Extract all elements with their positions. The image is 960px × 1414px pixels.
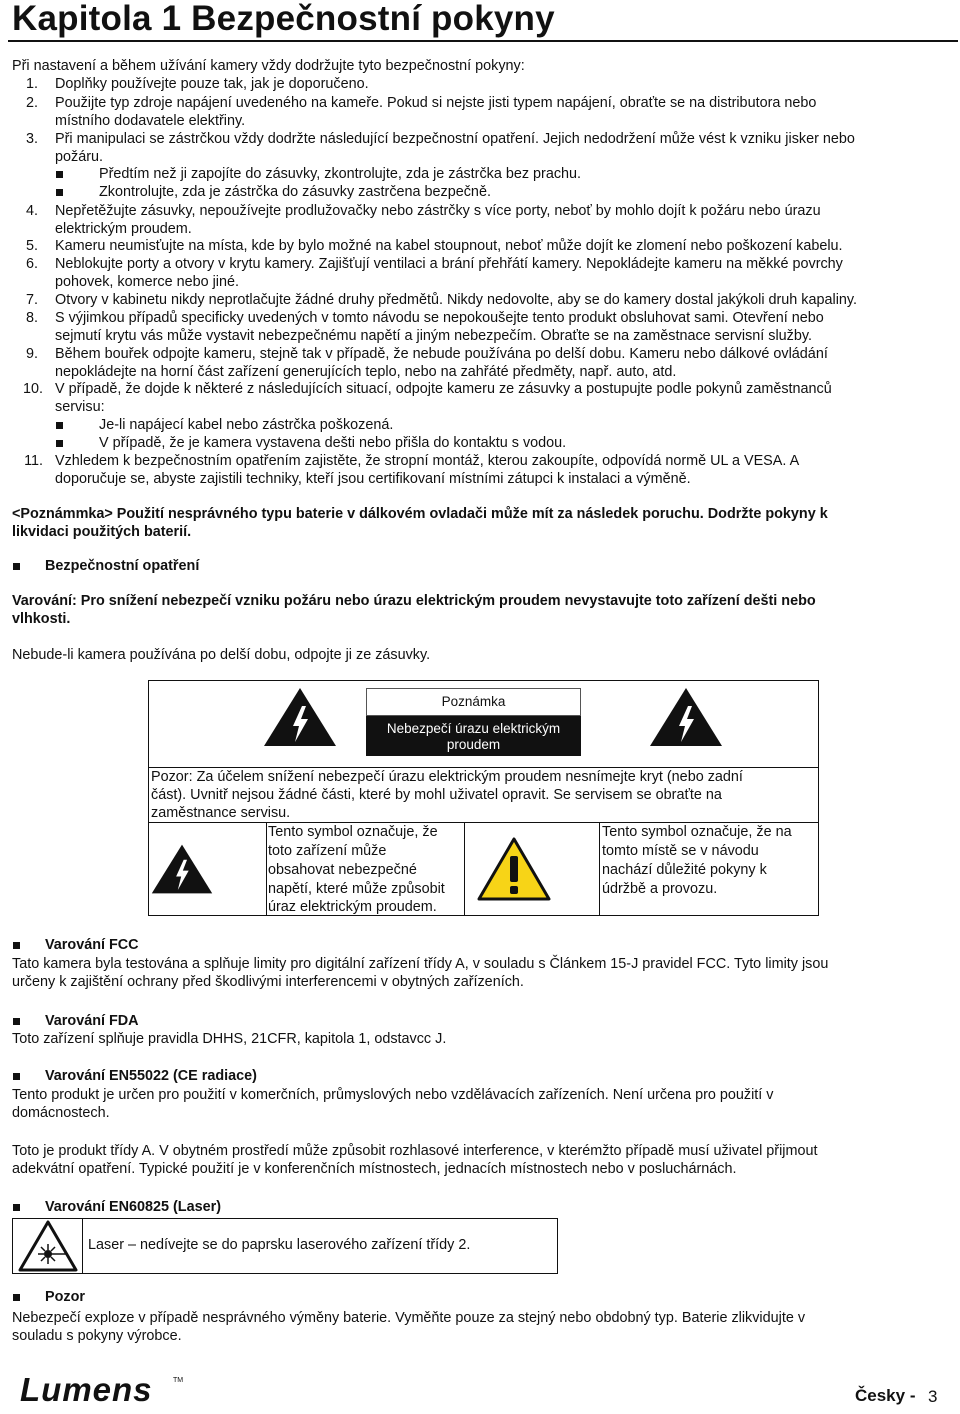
electric-shock-warning-icon — [150, 843, 214, 895]
list-item-text: nepokládejte na horní část zařízení generujících teplo, nebo na zahřáté předměty, např. auto, atd. — [55, 364, 677, 380]
list-item-text: Použijte typ zdroje napájení uvedeného na kameře. Pokud si nejste jisti typem napájení, obraťte se na distributora nebo — [55, 95, 817, 111]
list-item-text: S výjimkou případů specificky uvedených v tomto návodu se nepokoušejte tento produkt obsluhovat sami. Otevření nebo — [55, 310, 824, 326]
caution-text: část). Uvnitř nejsou žádné části, které by mohl uživatel opravit. Se servisem se obraťte na — [151, 787, 722, 803]
list-item-text: Kameru neumisťujte na místa, kde by bylo možné na kabel stoupnout, neboť může dojít ke zlomení nebo poškození kabelu. — [55, 238, 843, 254]
list-item-text: požáru. — [55, 149, 103, 165]
bullet-square-icon — [56, 440, 63, 447]
notice-label: Poznámka — [441, 694, 506, 709]
bullet-square-icon — [13, 942, 20, 949]
list-item-text: V případě, že dojde k některé z následujících situací, odpojte kameru ze zásuvky a postupujte podle pokynů zaměstnanců — [55, 381, 832, 397]
en55022-text: domácnostech. — [12, 1105, 110, 1121]
warning-text: Varování: Pro snížení nebezpečí vzniku požáru nebo úrazu elektrickým proudem nevystavujte toto zařízení dešti nebo — [12, 593, 816, 609]
list-item-text: doporučuje se, abyste zajistili techniky, kteří jsou certifikovaní místními zátupci k instalaci a výměně. — [55, 471, 691, 487]
list-number: 6. — [25, 256, 38, 272]
intro-text: Při nastavení a během užívání kamery vždy dodržujte tyto bezpečnostní pokyny: — [12, 58, 525, 74]
list-number: 11. — [24, 453, 43, 469]
warning-text: vlhkosti. — [12, 611, 71, 627]
section-heading: Varování FCC — [45, 937, 139, 953]
list-number: 9. — [25, 346, 38, 362]
laser-warning-icon — [18, 1220, 78, 1272]
language-label: Česky - — [855, 1386, 916, 1405]
list-number: 4. — [25, 203, 38, 219]
en55022-text: Tento produkt je určen pro použití v komerčních, průmyslových nebo vzdělávacích zařízeních. Není určena pro použití v — [12, 1087, 774, 1103]
bullet-square-icon — [13, 563, 20, 570]
electric-shock-warning-icon — [262, 686, 338, 748]
page-number: 3 — [928, 1387, 938, 1406]
unplug-text: Nebude-li kamera používána po delší dobu, odpojte ji ze zásuvky. — [12, 647, 431, 663]
section-heading: Bezpečnostní opatření — [45, 558, 200, 574]
list-item-text: Během bouřek odpojte kameru, stejně tak v případě, že nebude používána po delší dobu. Kameru nebo dálkové ovládání — [55, 346, 828, 362]
list-item-text: Otvory v kabinetu nikdy neprotlačujte žádné druhy předmětů. Nikdy nedovolte, aby se do kamery dostal jakýkoli druh kapaliny. — [55, 292, 858, 308]
list-item-text: místního dodavatele elektřiny. — [55, 113, 246, 129]
symbol-description: údržbě a provozu. — [602, 881, 718, 897]
list-item-text: Doplňky používejte pouze tak, jak je doporučeno. — [55, 76, 369, 92]
bullet-text: Je-li napájecí kabel nebo zástrčka poškozená. — [99, 417, 394, 433]
list-number: 8. — [25, 310, 38, 326]
list-number: 2. — [25, 95, 38, 111]
bullet-square-icon — [13, 1294, 20, 1301]
symbol-description: Tento symbol označuje, že — [268, 824, 438, 840]
danger-text: Nebezpečí úrazu elektrickým — [386, 721, 561, 736]
list-item-text: Nepřetěžujte zásuvky, nepoužívejte prodlužovačky nebo zástrčky s více porty, neboť by mohlo dojít k požáru nebo úrazu — [55, 203, 821, 219]
bullet-square-icon — [13, 1073, 20, 1080]
symbol-description: Tento symbol označuje, že na — [602, 824, 792, 840]
list-number: 1. — [25, 76, 38, 92]
list-number: 5. — [25, 238, 38, 254]
battery-note: likvidaci použitých baterií. — [12, 524, 192, 540]
bullet-square-icon — [13, 1204, 20, 1211]
bullet-text: Předtím než ji zapojíte do zásuvky, zkontrolujte, zda je zástrčka bez prachu. — [99, 166, 582, 182]
en55022-text: Toto je produkt třídy A. V obytném prostředí může způsobit rozhlasové interference, v kterémžto případě musí uživatel přijmout — [12, 1143, 818, 1159]
bullet-text: Zkontrolujte, zda je zástrčka do zásuvky zastrčena bezpečně. — [99, 184, 491, 200]
title-divider — [8, 40, 958, 42]
bullet-square-icon — [56, 422, 63, 429]
list-item-text: elektrickým proudem. — [55, 221, 192, 237]
list-item-text: Vzhledem k bezpečnostním opatřením zajistěte, že stropní montáž, kterou zakoupíte, odpovídá normě UL a VESA. A — [55, 453, 800, 469]
list-item-text: Neblokujte porty a otvory v krytu kamery. Zajišťují ventilaci a brání přehřátí kamery. Nepokládejte kameru na měkké povrchy — [55, 256, 843, 272]
symbol-description: obsahovat nebezpečné — [268, 862, 417, 878]
list-item-text: pohovek, komerce nebo jiné. — [55, 274, 239, 290]
bullet-square-icon — [13, 1018, 20, 1025]
electric-shock-warning-icon — [648, 686, 724, 748]
danger-text: proudem — [446, 737, 501, 752]
battery-note: <Poznámmka> Použití nesprávného typu baterie v dálkovém ovladači může mít za následek poruchu. Dodržte pokyny k — [12, 506, 828, 522]
fcc-text: určeny k zajištění ochrany před škodlivými interferencemi v obytných zařízeních. — [12, 974, 524, 990]
list-number: 7. — [25, 292, 38, 308]
fcc-text: Tato kamera byla testována a splňuje limity pro digitální zařízení třídy A, v souladu s Článkem 15-J pravidel FCC. Tyto limity jsou — [12, 956, 829, 972]
caution-text: Pozor: Za účelem snížení nebezpečí úrazu elektrickým proudem nesnímejte kryt (nebo zadní — [151, 769, 743, 785]
caution-text: zaměstnance servisu. — [151, 805, 291, 821]
trademark-mark: TM — [173, 1377, 184, 1384]
section-heading: Pozor — [45, 1289, 85, 1305]
section-heading: Varování EN60825 (Laser) — [45, 1199, 221, 1215]
symbol-description: nachází důležité pokyny k — [602, 862, 767, 878]
list-number: 10. — [22, 381, 43, 397]
laser-text: Laser – nedívejte se do paprsku laserového zařízení třídy 2. — [88, 1237, 471, 1253]
section-heading: Varování EN55022 (CE radiace) — [45, 1068, 257, 1084]
symbol-description: napětí, které může způsobit — [268, 881, 445, 897]
bullet-square-icon — [56, 189, 63, 196]
bullet-square-icon — [56, 171, 63, 178]
section-heading: Varování FDA — [45, 1013, 139, 1029]
en55022-text: adekvátní opatření. Typické použití je v konferenčních místnostech, jednacích místnostech nebo v posluchárnách. — [12, 1161, 737, 1177]
lumens-logo: Lumens — [20, 1371, 153, 1408]
list-item-text: servisu: — [55, 399, 105, 415]
symbol-description: toto zařízení může — [268, 843, 387, 859]
exclamation-warning-icon — [477, 836, 551, 902]
bullet-text: V případě, že je kamera vystavena dešti nebo přišla do kontaktu s vodou. — [99, 435, 567, 451]
list-number: 3. — [25, 131, 38, 147]
list-item-text: sejmutí krytu vás může vystavit nebezpečnému napětí a jiným nebezpečím. Obraťte se na zaměstnace servisní služby. — [55, 328, 812, 344]
symbol-description: úraz elektrickým proudem. — [268, 899, 437, 915]
symbol-description: tomto místě se v návodu — [602, 843, 759, 859]
caution-section-text: souladu s pokyny výrobce. — [12, 1328, 182, 1344]
list-item-text: Při manipulaci se zástrčkou vždy dodržte následující bezpečnostní opatření. Jejich nedodržení může vést k vzniku jisker nebo — [55, 131, 855, 147]
page-title: Kapitola 1 Bezpečnostní pokyny — [12, 0, 555, 38]
caution-section-text: Nebezpečí exploze v případě nesprávného výměny baterie. Vyměňte pouze za stejný nebo obdobný typ. Baterie zlikvidujte v — [12, 1310, 806, 1326]
fda-text: Toto zařízení splňuje pravidla DHHS, 21CFR, kapitola 1, odstavcc J. — [12, 1031, 447, 1047]
